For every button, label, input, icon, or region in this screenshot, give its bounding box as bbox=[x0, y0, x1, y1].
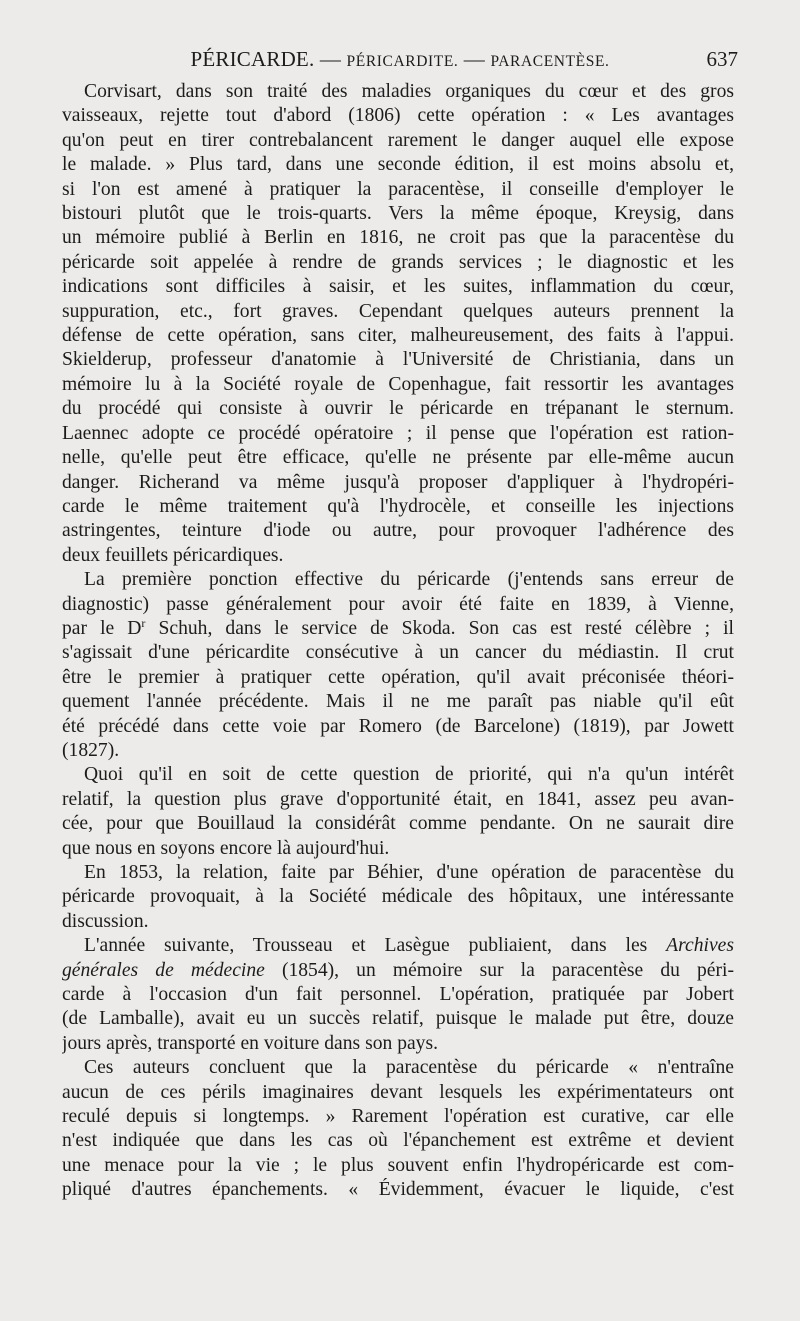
text-line: s'agissait d'une péricardite consécutive à un cancer du médiastin. Il crut bbox=[62, 642, 734, 664]
text-line: péricarde provoquait, à la Société médicale des hôpitaux, une intéressante bbox=[62, 886, 734, 908]
paragraph-behier bbox=[62, 861, 734, 934]
text-fragment: par le D bbox=[62, 617, 142, 639]
text-fragment: L'année suivante, Trousseau et Lasègue publiaient, dans les bbox=[84, 935, 667, 957]
paragraph-premiere-ponction bbox=[62, 568, 734, 763]
header-dash: — bbox=[314, 47, 347, 71]
text-line: quement l'année précédente. Mais il ne me paraît pas niable qu'il eût bbox=[62, 691, 734, 713]
text-line: défense de cette opération, sans citer, malheureusement, des faits à l'appui. bbox=[62, 325, 734, 347]
text-line: bistouri plutôt que le trois-quarts. Vers la même époque, Kreysig, dans bbox=[62, 203, 734, 225]
text-line: cée, pour que Bouillaud la considérât comme pendante. On ne saurait dire bbox=[62, 813, 734, 835]
text-line: aucun de ces périls imaginaires devant lesquels les expérimentateurs ont bbox=[62, 1081, 734, 1103]
text-line: Quoi qu'il en soit de cette question de priorité, qui n'a qu'un intérêt bbox=[84, 764, 734, 786]
text-line: Corvisart, dans son traité des maladies organiques du cœur et des gros bbox=[84, 81, 734, 102]
text-line: indications sont difficiles à saisir, et les suites, inflammation du cœur, bbox=[62, 276, 734, 298]
text-line: vaisseaux, rejette tout d'abord (1806) cette opération : « Les avantages bbox=[62, 105, 734, 127]
text-line: discussion. bbox=[62, 910, 149, 932]
text-line: suppuration, etc., fort graves. Cependant quelques auteurs prennent la bbox=[62, 300, 734, 322]
running-header bbox=[62, 44, 738, 74]
text-line: reculé depuis si longtemps. » Rarement l'opération est curative, car elle bbox=[62, 1106, 734, 1128]
text-line: carde à l'occasion d'un fait personnel. L'opération, pratiquée par Jobert bbox=[62, 984, 734, 1006]
journal-title-italic: Archives bbox=[666, 935, 734, 957]
text-line: une menace pour la vie ; le plus souvent enfin l'hydropéricarde est com- bbox=[62, 1154, 734, 1176]
header-subtitle-paracentese: PARACENTÈSE. bbox=[490, 53, 610, 70]
text-line: péricarde soit appelée à rendre de grands services ; le diagnostic et les bbox=[62, 251, 734, 273]
text-line: mémoire lu à la Société royale de Copenhague, fait ressortir les avantages bbox=[62, 373, 734, 395]
text-fragment: (1854), un mémoire sur la paracentèse du péri- bbox=[264, 959, 734, 981]
text-line: être le premier à pratiquer cette opération, qu'il avait préconisée théori- bbox=[62, 666, 734, 688]
journal-title-italic: générales de médecine bbox=[62, 959, 265, 981]
body-text bbox=[62, 80, 734, 1203]
text-line: qu'on peut en tirer contrebalancent rarement le danger auquel elle expose bbox=[62, 129, 734, 151]
text-line: Ces auteurs concluent que la paracentèse du péricarde « n'entraîne bbox=[84, 1057, 734, 1079]
text-line: Laennec adopte ce procédé opératoire ; il pense que l'opération est ration- bbox=[62, 422, 734, 444]
paragraph-trousseau bbox=[62, 934, 734, 1056]
text-line: n'est indiquée que dans les cas où l'épanchement est extrême et devient bbox=[62, 1130, 734, 1152]
text-line: diagnostic) passe généralement pour avoir été faite en 1839, à Vienne, bbox=[62, 593, 734, 615]
text-line bbox=[62, 617, 734, 641]
text-line: pliqué d'autres épanchements. « Évidemment, évacuer le liquide, c'est bbox=[62, 1179, 734, 1201]
header-dash: — bbox=[458, 47, 491, 71]
text-line: relatif, la question plus grave d'opportunité était, en 1841, assez peu avan- bbox=[62, 788, 734, 810]
superscript: r bbox=[141, 616, 146, 630]
paragraph-corvisart bbox=[62, 80, 734, 568]
text-line: En 1853, la relation, faite par Béhier, d'une opération de paracentèse du bbox=[84, 862, 734, 883]
text-fragment: Schuh, dans le service de Skoda. Son cas est resté célèbre ; il bbox=[145, 617, 734, 639]
header-title-main: PÉRICARDE. bbox=[190, 47, 315, 71]
text-line bbox=[62, 934, 734, 958]
running-title bbox=[62, 44, 738, 77]
text-line: que nous en soyons encore là aujourd'hui. bbox=[62, 837, 390, 859]
text-line: deux feuillets péricardiques. bbox=[62, 544, 284, 566]
text-line: carde le même traitement qu'à l'hydrocèle, et conseille les injections bbox=[62, 495, 734, 517]
text-line: été précédé dans cette voie par Romero (de Barcelone) (1819), par Jowett bbox=[62, 715, 734, 737]
text-line: Skielderup, professeur d'anatomie à l'Université de Christiania, dans un bbox=[62, 349, 734, 371]
text-line: nelle, qu'elle peut être efficace, qu'elle ne présente par elle-même aucun bbox=[62, 447, 734, 469]
text-line: (1827). bbox=[62, 739, 120, 761]
text-line: astringentes, teinture d'iode ou autre, pour provoquer l'adhérence des bbox=[62, 520, 734, 542]
paragraph-priorite bbox=[62, 763, 734, 861]
text-line: jours après, transporté en voiture dans son pays. bbox=[62, 1032, 439, 1054]
text-line bbox=[62, 959, 734, 983]
header-subtitle-pericardite: PÉRICARDITE. bbox=[346, 53, 459, 70]
text-line: danger. Richerand va même jusqu'à proposer d'appliquer à l'hydropéri- bbox=[62, 471, 734, 493]
paragraph-conclusions bbox=[62, 1056, 734, 1202]
text-line: si l'on est amené à pratiquer la paracentèse, il conseille d'employer le bbox=[62, 178, 734, 200]
text-line: La première ponction effective du péricarde (j'entends sans erreur de bbox=[84, 569, 734, 591]
text-line: un mémoire publié à Berlin en 1816, ne croit pas que la paracentèse du bbox=[62, 227, 734, 249]
page-number: 637 bbox=[706, 47, 738, 71]
text-line: le malade. » Plus tard, dans une seconde édition, il est moins absolu et, bbox=[62, 154, 734, 176]
text-line: du procédé qui consiste à ouvrir le péricarde en trépanant le sternum. bbox=[62, 398, 734, 420]
text-line: (de Lamballe), avait eu un succès relatif, puisque le malade put être, douze bbox=[62, 1008, 734, 1030]
